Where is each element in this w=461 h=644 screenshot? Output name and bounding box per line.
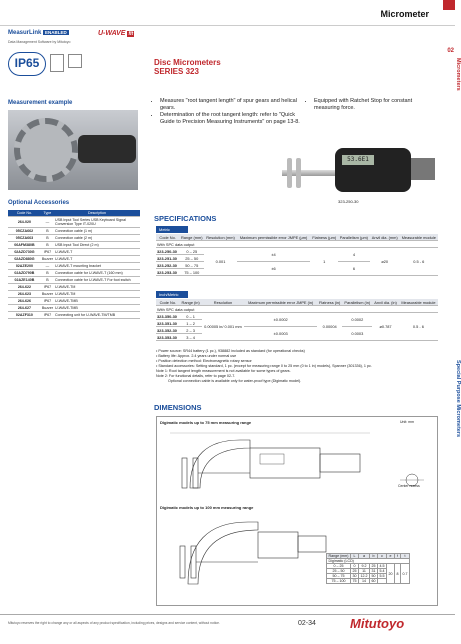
spec-notes — [156, 349, 438, 384]
col-header: Range (mm) — [328, 554, 349, 558]
type-cell: Buzzer — [41, 306, 54, 310]
accessories-heading: Optional Accessories — [8, 200, 70, 206]
micrometer-thimble — [411, 158, 435, 180]
table-row: 323-350-30 0 – 1 0.00005 in/ 0.001 mm ±0.0002 0.00004 0.0002 ø0.787 0.5 - 6 — [156, 313, 438, 320]
table-row: 323-353-30 3 – 4 — [156, 334, 438, 341]
table-row — [8, 270, 140, 277]
type-cell: Buzzer — [41, 292, 54, 296]
type-cell: Buzzer — [41, 257, 54, 261]
page-header-title: Micrometer — [380, 9, 429, 19]
description-cell: USB Input Tool Series USB Keyboard Signal Conversion Type IT-020U — [54, 217, 140, 228]
table-row — [8, 249, 140, 256]
table-row — [8, 217, 140, 228]
feature-item: • Equipped with Ratchet Stop for constant measuring force. — [314, 98, 436, 112]
specifications-heading: SPECIFICATIONS — [154, 214, 217, 223]
table-row: 323-253-30 75 – 100 — [156, 269, 438, 276]
dim-label-100: Digimatic models up to 100 mm measuring range — [160, 505, 254, 510]
type-cell: B — [41, 277, 54, 284]
table-row: 323-351-30 1 – 2 — [156, 320, 438, 327]
col-header: Resolution (mm) — [206, 234, 235, 240]
table-row: 323-352-30 2 – 3 ±0.0003 0.0003 — [156, 327, 438, 334]
col-header: Maximum permissible error JMPE (μm) — [237, 234, 311, 241]
page-number: 02-34 — [298, 620, 316, 627]
table-row — [8, 235, 140, 242]
note-line: Note 2: For functional details, refer to page 02-7. — [156, 374, 236, 378]
col-header: e — [386, 554, 394, 559]
dim-unit: Unit: mm — [400, 420, 414, 424]
col-header: Anvil dia. (mm) — [371, 234, 398, 240]
spindle-disc — [296, 158, 301, 188]
table-row: 0 – 25 0 9.2 25 4.5 20 8 0.7 — [327, 564, 410, 569]
table-subheader: With SPC data output — [156, 306, 438, 313]
table-row — [8, 228, 140, 235]
table-row — [8, 312, 140, 319]
col-header: Flatness (μm) — [312, 234, 337, 240]
type-cell: IP67 — [41, 284, 54, 291]
code-cell: 02AZE140B — [8, 277, 41, 284]
section-tab — [443, 0, 455, 10]
col-header: Code No. — [156, 299, 180, 306]
col-header: L — [350, 554, 358, 559]
description-cell: Connection cable for U-WAVE-T For foot switch — [54, 277, 140, 284]
description-cell: U-WAVE-TMB — [54, 298, 140, 305]
col-header: f — [394, 554, 400, 559]
table-row: 323-252-30 50 – 75 ±6 6 — [156, 262, 438, 269]
col-header: Measurable module — [400, 234, 438, 241]
table-row: 50 – 75 30 12.2 50 5.5 — [327, 574, 410, 579]
description-cell: U-WAVE-TM — [54, 291, 140, 298]
description-cell: USB Input Tool Direct (2 m) — [54, 242, 140, 249]
feature-item: • Determination of the root tangent length: refer to "Quick Guide to Precision Measuring Instruments" on page 13-8. — [160, 112, 304, 126]
table-row — [8, 277, 140, 284]
description-cell: U-WAVE-T — [54, 249, 140, 256]
col-header: Resolution — [202, 299, 245, 306]
code-cell: 02AZD730G — [8, 249, 41, 256]
table-row: 75 – 100 75 14 60 — [327, 579, 410, 584]
code-cell: 02AZF310 — [8, 312, 41, 319]
features-right — [308, 98, 436, 112]
col-header: Anvil dia. (in) — [374, 299, 397, 305]
col-header: Parallelism (in) — [342, 299, 372, 306]
col-header: a — [358, 554, 369, 559]
type-cell: B — [41, 270, 54, 277]
col-header: Flatness (in) — [318, 299, 341, 305]
description-cell: U-WAVE-T — [54, 256, 140, 263]
note-line: • Position detection method: Electromagnetic rotary sensor — [156, 359, 252, 363]
micrometer-image — [78, 135, 136, 163]
type-cell: B — [41, 228, 54, 235]
description-cell: U-WAVE-TM — [54, 284, 140, 291]
inch-label: Inch/Metric — [156, 291, 188, 298]
section-number: 02 — [447, 48, 454, 54]
code-cell: 264-627 — [8, 305, 41, 312]
code-cell: 06AFM380B — [8, 242, 41, 249]
anvil-disc — [287, 158, 292, 188]
col-header: Parallelism (μm) — [339, 234, 368, 240]
code-cell: 05CZA662 — [8, 228, 41, 235]
table-row — [8, 305, 140, 312]
col-header: b — [369, 554, 377, 559]
col-header: Range (mm) — [180, 234, 203, 240]
uwave-logo: U-WAVE fit — [98, 30, 134, 37]
table-row — [8, 263, 140, 270]
col-header: c — [377, 554, 386, 559]
code-cell: 02AZD880G — [8, 256, 41, 263]
description-cell: Connecting unit for U-WAVE-TM/TMB — [54, 312, 140, 319]
photo-caption: 323-250-30 — [338, 199, 359, 204]
code-cell: 264-623 — [8, 291, 41, 298]
dimension-drawing-75 — [160, 428, 434, 504]
code-cell: 02AZD790B — [8, 270, 41, 277]
description-cell: U-WAVE-T mounting bracket — [54, 263, 140, 270]
table-row — [8, 256, 140, 263]
product-title: Disc Micrometers SERIES 323 — [154, 58, 221, 76]
code-cell: 264-626 — [8, 298, 41, 305]
description-cell: U-WAVE-TMB — [54, 305, 140, 312]
col-header: t — [400, 554, 409, 559]
note-line: • Power source: SR44 battery (1 pc.), 938882 included as standard (for operational checks) — [156, 349, 305, 353]
type-cell: — — [41, 217, 54, 228]
description-cell: Connection cable for U-WAVE-T (160 mm) — [54, 270, 140, 277]
mitutoyo-logo: Mitutoyo — [350, 616, 405, 631]
features-left — [154, 98, 304, 126]
code-cell: 264-020 — [8, 217, 41, 228]
code-cell: 264-622 — [8, 284, 41, 291]
note-line: • Standard accessories: Setting standard, 1 pc. (except for measuring range 0 to 25 mm (0 to 1 in) models), Spanner (301336), 1 pc. — [156, 364, 372, 368]
dim-label-75: Digimatic models up to 75 mm measuring range — [160, 420, 252, 425]
table-subheader: With SPC data output — [156, 241, 438, 248]
col-header: Code No. — [8, 210, 41, 217]
table-row — [8, 291, 140, 298]
certification-icon — [50, 54, 64, 72]
type-cell: B — [41, 235, 54, 242]
type-cell: — — [41, 263, 54, 270]
type-cell: IP67 — [41, 298, 54, 305]
feature-item: • Measures "root tangent length" of spur gears and helical gears. — [160, 98, 304, 112]
col-header: Code No. — [156, 234, 179, 241]
table-row — [8, 298, 140, 305]
dimension-drawing-100 — [160, 512, 330, 594]
table-subheader: Digimatic (LCD) — [327, 559, 410, 564]
logo-subtitle: Data Management Software by Mitutoyo — [8, 40, 71, 44]
lcd-display: 53.6E1 — [342, 155, 374, 165]
col-header: Range (in) — [181, 299, 200, 305]
note-line: Optional connection cable is available only for water-proof type (Digimatic model). — [168, 379, 302, 383]
note-line: • Battery life: Approx. 2.4 years under normal use — [156, 354, 237, 358]
col-header: Maximum permissible error JMPE (in) — [244, 299, 317, 306]
inch-spec-table — [156, 299, 438, 341]
dimensions-table — [326, 553, 410, 584]
code-cell: 02AZE200 — [8, 263, 41, 270]
code-cell: 05CZA663 — [8, 235, 41, 242]
footer-disclaimer: Mitutoyo reserves the right to change any or all aspects of any product specification, including prices, designs and service content, without notice. — [8, 621, 220, 625]
col-header: Measurable module — [399, 299, 438, 306]
type-cell: IP67 — [41, 249, 54, 256]
table-row — [8, 242, 140, 249]
table-row: 25 – 50 25 11 31 5.4 — [327, 569, 410, 574]
dimensions-heading: DIMENSIONS — [154, 403, 202, 412]
table-row — [8, 284, 140, 291]
note-line: Note 1: Root tangent length measurement is not available for some types of gears. — [156, 369, 291, 373]
gear-image — [14, 118, 78, 182]
col-header: Type — [41, 210, 54, 217]
measurement-example-heading: Measurement example — [8, 100, 73, 106]
calibration-icon — [68, 54, 82, 68]
description-cell: Connection cable (1 m) — [54, 228, 140, 235]
table-row: 323-250-30 0 – 25 0.001 ±4 1 4 ø20 0.5 - 6 — [156, 248, 438, 255]
metric-spec-table — [156, 234, 438, 276]
description-cell: Connection cable (2 m) — [54, 235, 140, 242]
table-row: 323-251-30 25 – 50 — [156, 255, 438, 262]
type-cell: B — [41, 242, 54, 249]
ip65-badge: IP65 — [8, 52, 46, 76]
col-header: Description — [54, 210, 140, 217]
measurlink-logo: MeasurLink ENABLED — [8, 30, 67, 36]
metric-label: Metric — [156, 226, 188, 233]
center-recess-label: Center recess — [398, 484, 420, 488]
accessories-table — [8, 210, 140, 319]
type-cell: IP67 — [41, 312, 54, 319]
